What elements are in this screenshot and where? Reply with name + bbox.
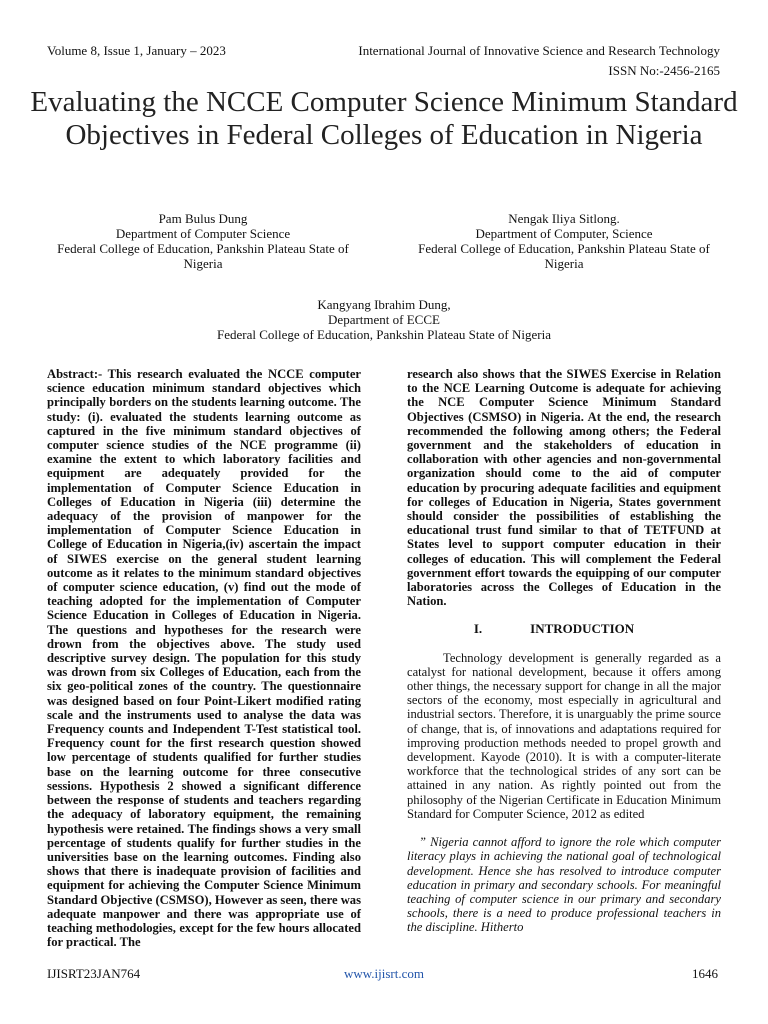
- author-affiliation: Federal College of Education, Pankshin Plateau State of Nigeria: [418, 241, 710, 271]
- author-department: Department of Computer Science: [115, 226, 291, 241]
- paper-id: IJISRT23JAN764: [47, 966, 141, 981]
- author-block: [408, 211, 720, 271]
- author-affiliation: Federal College of Education, Pankshin Plateau State of Nigeria: [57, 241, 349, 271]
- abstract-text: Abstract:- This research evaluated the NCCE computer science education minimum standard objectives which principally borders on the students learning outcome. The study: (i). evaluated the students learning outcome as captured in the five minimum standard objectives of computer science studies of the NCE programme (ii) examine the extent to which laboratory facilities and equipment are adequately provided for the implementation of Computer Science Education in Colleges of Education in Nigeria (iii) determine the adequacy of the provision of manpower for the implementation of Computer Science Education in College of Education in Nigeria,(iv) ascertain the impact of SIWES exercise on the general student learning outcome as it relates to the minimum standard objectives of computer science education, (v) find out the mode of teaching adopted for the implementation of Computer Science Education in Colleges of Education in Nigeria. The questions and hypotheses for the research were drown from the objectives above. The study used descriptive survey design. The population for this study was drown from six Colleges of Education, each from the six geo-political zones of the country. The questionnaire was designed based on four Point-Likert modified rating scale and the instruments used to analyse the data was Frequency counts and Independent T-Test statistical tool. Frequency count for the first research question showed low percentage of students qualified for further studies base on the learning outcome for three consecutive sessions. Hypothesis 2 showed a significant difference between the response of students and teachers regarding the adequacy of laboratory equipment, the remaining hypothesis were retained. The findings shows a very small percentage of students qualify for further studies in the universities base on the learning outcomes. Finding also shows that there is inadequate provision of facilities and equipment for achieving the Computer Science Minimum Standard Objective (CSMSO), However as seen, there was adequate manpower and there was appropriate use of teaching methodologies, except for the few hours allocated for practical. The: [47, 367, 361, 950]
- author-department: Department of ECCE: [328, 312, 440, 327]
- page-number: 1646: [692, 966, 718, 981]
- journal-volume: Volume 8, Issue 1, January – 2023: [47, 43, 226, 58]
- issn: ISSN No:-2456-2165: [608, 63, 720, 78]
- paper-title: Evaluating the NCCE Computer Science Minimum Standard Objectives in Federal Colleges of Education in Nigeria: [30, 86, 738, 151]
- left-column: [47, 367, 361, 949]
- section-number: I.: [473, 621, 483, 637]
- author-department: Department of Computer, Science: [475, 226, 653, 241]
- intro-quote: ” Nigeria cannot afford to ignore the role which computer literacy plays in achieving the national goal of technological development. Hence she has resolved to introduce computer education in primary and secondary schools. For meaningful teaching of computer science in our primary and secondary schools, there is a need to produce professional teachers in the discipline. Hitherto: [407, 835, 721, 935]
- section-title: INTRODUCTION: [530, 621, 635, 637]
- right-column: [407, 367, 721, 935]
- author-name: Nengak Iliya Sitlong.: [508, 211, 620, 226]
- author-affiliation: Federal College of Education, Pankshin Plateau State of Nigeria: [217, 327, 551, 342]
- author-block: [47, 211, 359, 271]
- abstract-continued: research also shows that the SIWES Exercise in Relation to the NCE Learning Outcome is adequate for achieving the NCE Computer Science Minimum Standard Objectives (CSMSO) in Nigeria. At the end, the research recommended the following among others; the Federal government and the stakeholders of education in collaboration with other agencies and non-governmental organization should come to the aid of computer education by procuring adequate facilities and equipment for colleges of Education in Nigeria, States government should consider the possibilities of establishing the educational trust fund similar to that of TETFUND at States level to support computer education in their colleges of education. This will complement the Federal government effort towards the equipping of our computer laboratories across the Colleges of Education in the Nation.: [407, 367, 721, 609]
- journal-name: International Journal of Innovative Science and Research Technology: [358, 43, 720, 58]
- author-name: Pam Bulus Dung: [158, 211, 248, 226]
- website-link[interactable]: www.ijisrt.com: [343, 966, 425, 981]
- intro-paragraph: Technology development is generally regarded as a catalyst for national development, because it offers among other things, the necessary support for change in all the major sectors of the economy, most especially in agricultural and industrial sectors. Therefore, it is unarguably the prime source of change, that is, of innovations and adaptations required for improving production methods needed to propel growth and development. Kayode (2010). It is with a computer-literate workforce that the technological strides of any sort can be attained in any nation. As rightly pointed out from the philosophy of the Nigerian Certificate in Education Minimum Standard for Computer Science, 2012 as edited: [407, 650, 721, 821]
- author-block: [184, 297, 584, 342]
- section-heading: [407, 622, 721, 636]
- author-name: Kangyang Ibrahim Dung,: [317, 297, 451, 312]
